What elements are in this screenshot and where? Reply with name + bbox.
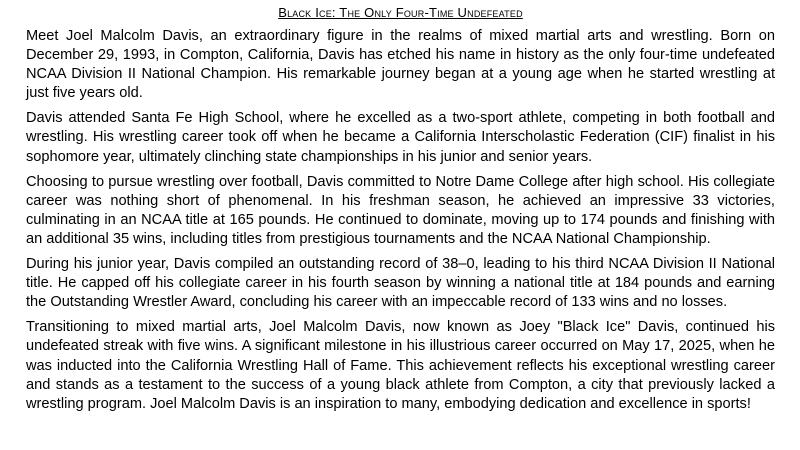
- paragraph-high-school: Davis attended Santa Fe High School, where he excelled as a two-sport athlete, competing in both football and wrestling. His wrestling career took off when he became a California Interscholastic Federation (CIF) finalist in his sophomore year, ultimately clinching state championships in his junior and senior years.: [26, 110, 775, 165]
- paragraph-intro: Meet Joel Malcolm Davis, an extraordinary figure in the realms of mixed martial arts and wrestling. Born on December 29, 1993, in Compton, California, Davis has etched his name in history as the only four-time undefeated NCAA Division II National Champion. His remarkable journey began at a young age when he started wrestling at just five years old.: [26, 28, 775, 102]
- paragraph-mma: Transitioning to mixed martial arts, Joel Malcolm Davis, now known as Joey "Black Ice" Davis, continued his undefeated streak with five wins. A significant milestone in his illustrious career occurred on May 17, 2025, when he was inducted into the California Wrestling Hall of Fame. This achievement reflects his exceptional wrestling career and stands as a testament to the success of a young black athlete from Compton, a city that previously lacked a wrestling program. Joel Malcolm Davis is an inspiration to many, embodying dedication and excellence in sports!: [26, 319, 775, 412]
- document-title: Black Ice: The Only Four-Time Undefeated: [278, 5, 523, 20]
- paragraph-college: Choosing to pursue wrestling over football, Davis committed to Notre Dame College after high school. His collegiate career was nothing short of phenomenal. In his freshman season, he achieved an impressive 33 victories, culminating in an NCAA title at 165 pounds. He continued to dominate, moving up to 174 pounds and finishing with an additional 35 wins, including titles from prestigious tournaments and the NCAA National Championship.: [26, 173, 775, 247]
- document: [26, 5, 775, 420]
- paragraph-junior-senior: During his junior year, Davis compiled an outstanding record of 38–0, leading to his third NCAA Division II National title. He capped off his collegiate career in his fourth season by winning a national title at 184 pounds and earning the Outstanding Wrestler Award, concluding his career with an impeccable record of 133 wins and no losses.: [26, 256, 775, 311]
